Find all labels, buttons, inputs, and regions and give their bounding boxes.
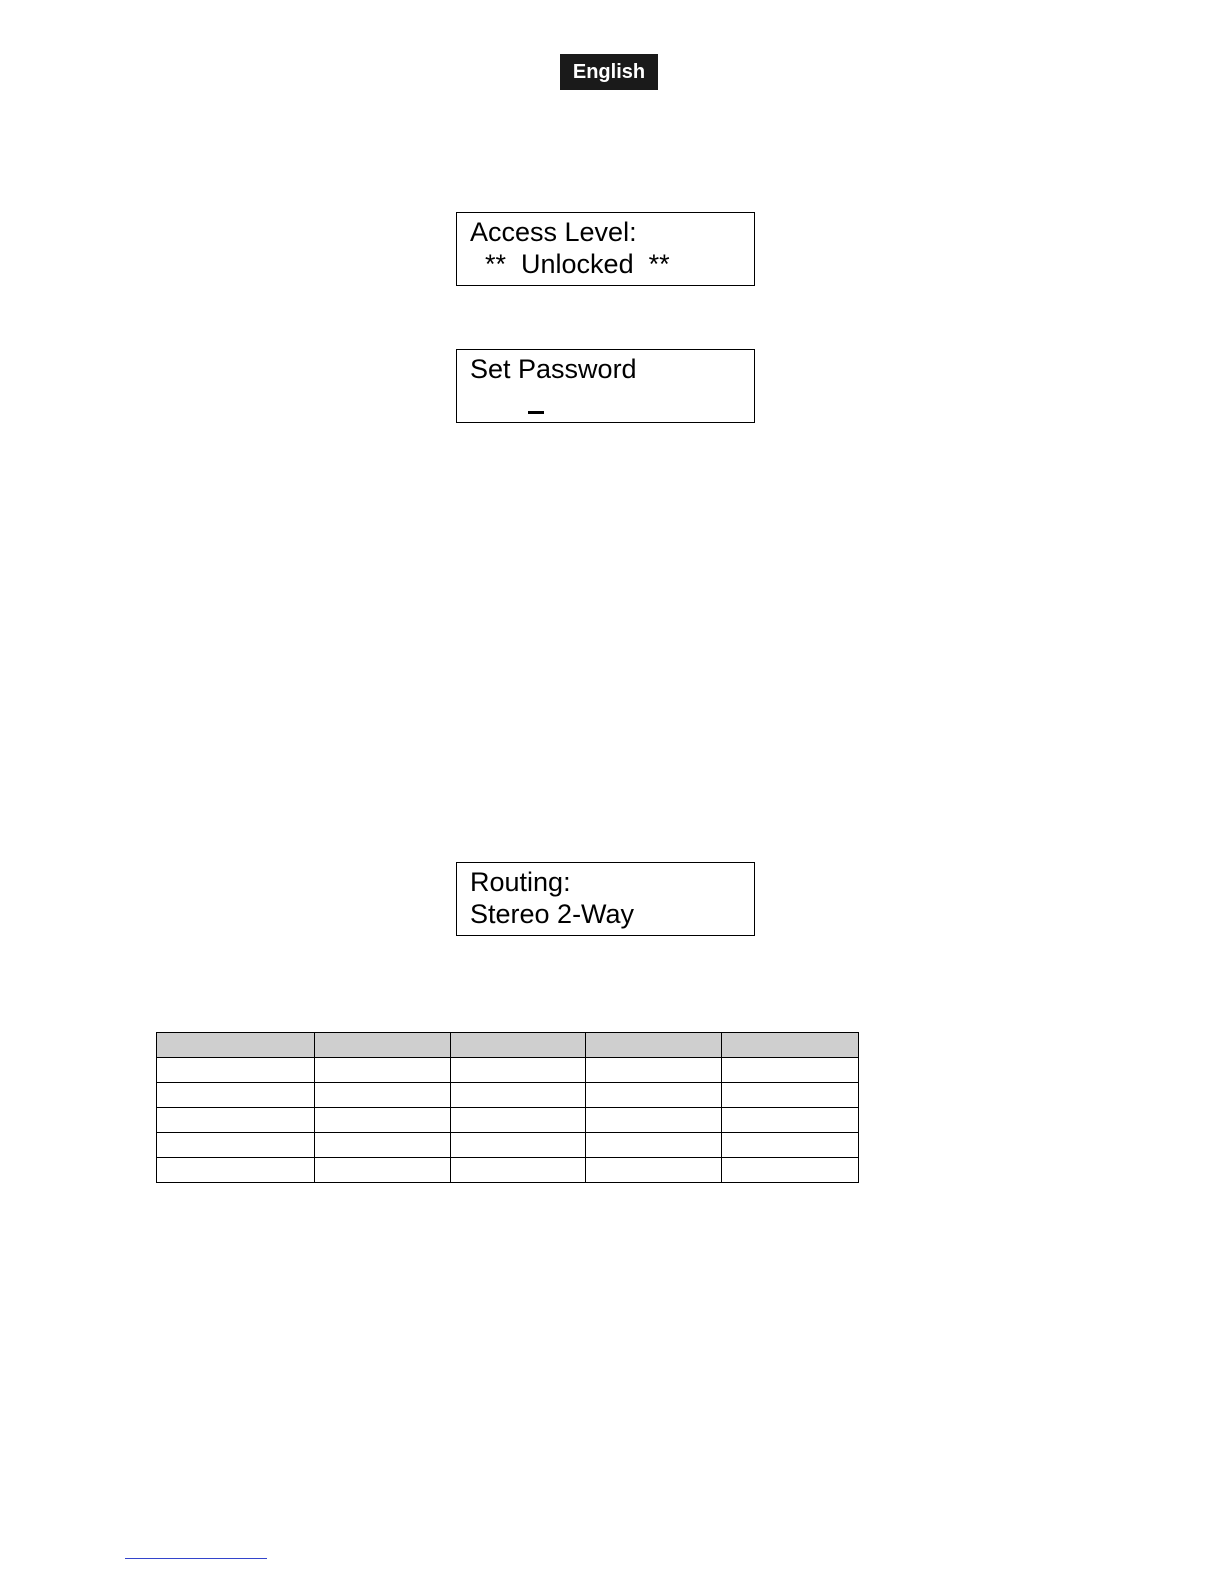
lcd-line-2: Stereo 2-Way (470, 899, 635, 929)
table-cell (586, 1108, 722, 1133)
lcd-line-1: Set Password (470, 354, 637, 384)
table-cell (451, 1083, 586, 1108)
lcd-line-1: Routing: (470, 867, 571, 897)
table-cell (586, 1058, 722, 1083)
table-cell (586, 1083, 722, 1108)
table-cell (157, 1083, 315, 1108)
table-cell (451, 1158, 586, 1183)
table-cell (722, 1133, 859, 1158)
table-cell (157, 1133, 315, 1158)
table-header-cell (451, 1033, 586, 1058)
table-header-cell (722, 1033, 859, 1058)
table-cell (315, 1158, 451, 1183)
table-cell (722, 1158, 859, 1183)
table-header-cell (157, 1033, 315, 1058)
table-cell (157, 1108, 315, 1133)
lcd-display-access-level (456, 212, 755, 286)
table-cell (315, 1133, 451, 1158)
table-cell (722, 1108, 859, 1133)
table-cell (315, 1058, 451, 1083)
table-row (157, 1133, 859, 1158)
routing-table (156, 1032, 859, 1183)
table-cell (315, 1083, 451, 1108)
lcd-line-1: Access Level: (470, 217, 637, 247)
table-header-cell (586, 1033, 722, 1058)
table-row (157, 1083, 859, 1108)
table-cell (722, 1058, 859, 1083)
lcd-display-set-password (456, 349, 755, 423)
table-cell (451, 1058, 586, 1083)
table-cell (451, 1108, 586, 1133)
footnote-rule (125, 1558, 267, 1559)
table-header-cell (315, 1033, 451, 1058)
lcd-display-routing (456, 862, 755, 936)
table-cell (586, 1158, 722, 1183)
table-row (157, 1108, 859, 1133)
table-cell (586, 1133, 722, 1158)
table-row (157, 1058, 859, 1083)
table-cell (722, 1083, 859, 1108)
table-row (157, 1158, 859, 1183)
table-cell (451, 1133, 586, 1158)
language-badge: English (560, 54, 658, 90)
table-cell (157, 1158, 315, 1183)
table-header-row (157, 1033, 859, 1058)
lcd-line-2: ** Unlocked ** (470, 249, 670, 279)
input-cursor (528, 411, 544, 414)
table-cell (157, 1058, 315, 1083)
table-cell (315, 1108, 451, 1133)
